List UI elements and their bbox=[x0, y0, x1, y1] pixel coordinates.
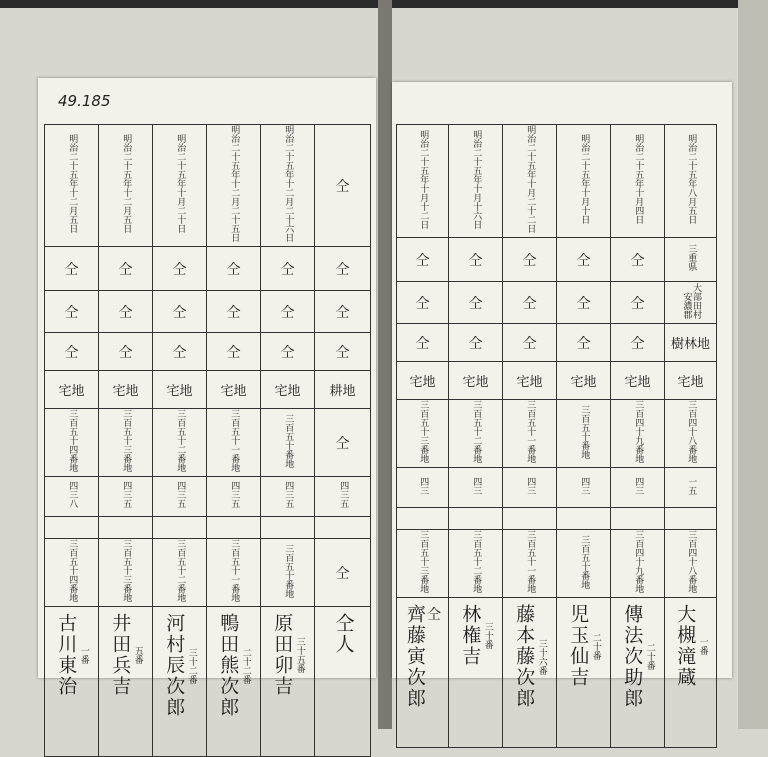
owner-cell: 三十二番 河村辰次郎 bbox=[153, 607, 207, 757]
area-row: 四三 四三 四三 四三 四三 一五 bbox=[397, 468, 717, 508]
owner-cell: 三十番 林権吉 bbox=[449, 598, 503, 748]
owner-cell: 仝 齊藤寅次郎 bbox=[397, 598, 449, 748]
date-cell: 明治二十五年十二月五日 bbox=[99, 125, 153, 247]
sub-area-row bbox=[397, 508, 717, 530]
date-cell: 明治二十五年十月二十日 bbox=[153, 125, 207, 247]
area-row: 四三八 四三五 四三五 四三五 四三五 四三五 bbox=[45, 477, 371, 517]
scan-right-edge bbox=[738, 0, 768, 729]
date-cell: 明治二十五年十二月五日 bbox=[45, 125, 99, 247]
owner-cell: 一番 大槻滝蔵 bbox=[665, 598, 717, 748]
prefecture-row: 仝 仝 仝 仝 仝 三重県 bbox=[397, 238, 717, 282]
prefecture-row: 仝 仝 仝 仝 仝 仝 bbox=[45, 247, 371, 291]
land-type-row: 宅地 宅地 宅地 宅地 宅地 耕地 bbox=[45, 371, 371, 409]
sub-area-row bbox=[45, 517, 371, 539]
lot-number-row: 三百五十四番地 三百五十三番地 三百五十二番地 三百五十一番地 三百五十番地 仝 bbox=[45, 409, 371, 477]
village-row: 仝 仝 仝 仝 仝 仝 bbox=[45, 333, 371, 371]
owner-cell: 一番 古川東治 bbox=[45, 607, 99, 757]
district-row: 仝 仝 仝 仝 仝 仝 bbox=[45, 291, 371, 333]
owner-row bbox=[397, 598, 717, 748]
owner-cell: 五番 井田兵吉 bbox=[99, 607, 153, 757]
owner-cell: 二十二番 鴨田熊次郎 bbox=[207, 607, 261, 757]
district-row: 仝 仝 仝 仝 仝 安濃郡大部田村 bbox=[397, 282, 717, 324]
date-cell: 明治二十五年十二月二十六日 bbox=[261, 125, 315, 247]
same-cell: 仝 bbox=[315, 125, 371, 247]
lot-number-2-row: 三百五十四番地 三百五十三番地 三百五十二番地 三百五十一番地 三百五十番地 仝 bbox=[45, 539, 371, 607]
left-ledger-table bbox=[44, 124, 371, 757]
owner-cell: 二十番 児玉仙吉 bbox=[557, 598, 611, 748]
owner-cell: 二十番 傳法次助郎 bbox=[611, 598, 665, 748]
owner-cell: 三十六番 藤本藤次郎 bbox=[503, 598, 557, 748]
lot-number-2-row: 三百五十三番地 三百五十二番地 三百五十一番地 三百五十番地 三百四十九番地 三百四十八番地 bbox=[397, 530, 717, 598]
owner-cell: 三十五番 原田卯吉 bbox=[261, 607, 315, 757]
owner-row bbox=[45, 607, 371, 757]
date-cell: 明治二十五年十二月二十五日 bbox=[207, 125, 261, 247]
lot-number-row: 三百五十三番地 三百五十二番地 三百五十一番地 三百五十番地 三百四十九番地 三百四十八番地 bbox=[397, 400, 717, 468]
right-ledger-table bbox=[396, 124, 717, 748]
village-row: 仝 仝 仝 仝 仝 樹林地 bbox=[397, 324, 717, 362]
page-number: 49.185 bbox=[58, 92, 111, 110]
date-row: 明治二十五年十月十二日 明治二十五年十月十六日 明治二十五年十月二十二日 明治二十五年十月十日 明治二十五年十月四日 明治二十五年八月五日 bbox=[397, 125, 717, 238]
date-row bbox=[45, 125, 371, 247]
book-gutter bbox=[378, 0, 392, 729]
owner-cell: 仝人 bbox=[315, 607, 371, 757]
land-type-row: 宅地 宅地 宅地 宅地 宅地 宅地 bbox=[397, 362, 717, 400]
